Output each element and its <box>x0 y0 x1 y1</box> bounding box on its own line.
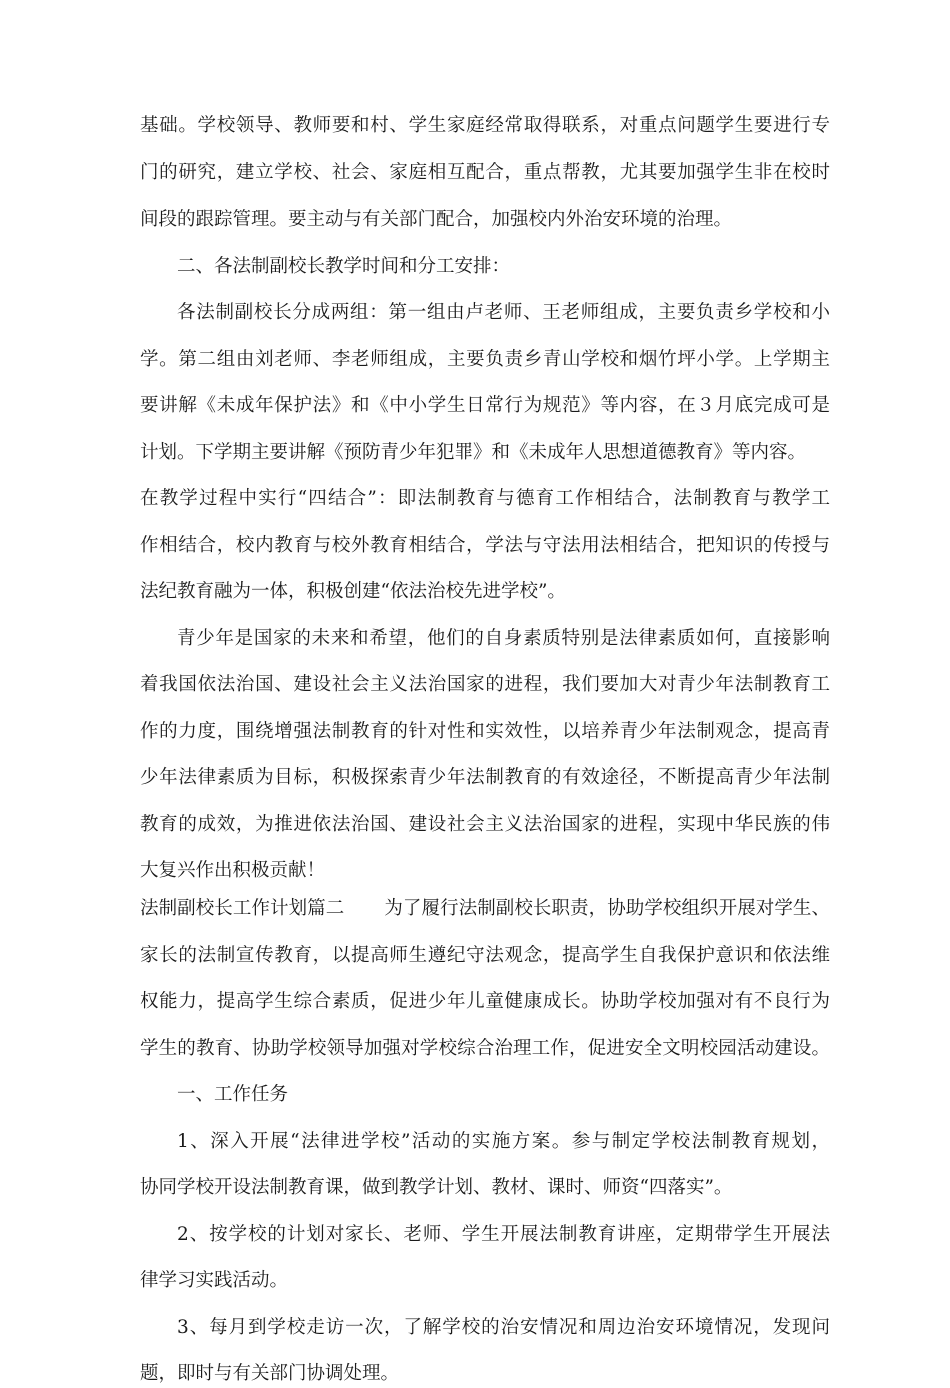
text-line: 律学习实践活动。 <box>140 1270 289 1291</box>
text-line: 协同学校开设法制教育课，做到教学计划、教材、课时、师资“四落实”。 <box>140 1177 733 1198</box>
text-line: 间段的跟踪管理。要主动与有关部门配合，加强校内外治安环境的治理。 <box>140 209 733 230</box>
text-line: 学生的教育、协助学校领导加强对学校综合治理工作，促进安全文明校园活动建设。 <box>140 1038 830 1059</box>
text-line: 各法制副校长分成两组：第一组由卢老师、王老师组成，主要负责乡学校和小 <box>177 302 830 323</box>
text-line: 3、每月到学校走访一次，了解学校的治安情况和周边治安环境情况，发现问 <box>177 1317 830 1338</box>
article-title: 法制副校长工作计划篇二 <box>140 898 345 919</box>
section-heading: 一、工作任务 <box>177 1084 289 1105</box>
text-line: 门的研究，建立学校、社会、家庭相互配合，重点帮教，尤其要加强学生非在校时 <box>140 162 830 183</box>
text-line: 要讲解《未成年保护法》和《中小学生日常行为规范》等内容，在３月底完成可是 <box>140 395 830 416</box>
text-line: 计划。下学期主要讲解《预防青少年犯罪》和《未成年人思想道德教育》等内容。 <box>140 442 807 463</box>
text-line: 基础。学校领导、教师要和村、学生家庭经常取得联系，对重点问题学生要进行专 <box>140 115 830 136</box>
text-line: 着我国依法治国、建设社会主义法治国家的进程，我们要加大对青少年法制教育工 <box>140 674 830 695</box>
text-line: 在教学过程中实行“四结合”：即法制教育与德育工作相结合，法制教育与教学工 <box>140 488 830 509</box>
text-line: 1、深入开展“法律进学校”活动的实施方案。参与制定学校法制教育规划， <box>177 1131 830 1152</box>
text-line: 题，即时与有关部门协调处理。 <box>140 1363 400 1384</box>
text-line: 青少年是国家的未来和希望，他们的自身素质特别是法律素质如何，直接影响 <box>177 628 830 649</box>
article-title-line <box>140 895 830 923</box>
text-line: 法纪教育融为一体，积极创建“依法治校先进学校”。 <box>140 581 566 602</box>
text-line: 作相结合，校内教育与校外教育相结合，学法与守法用法相结合，把知识的传授与 <box>140 535 830 556</box>
text-line: 作的力度，围绕增强法制教育的针对性和实效性，以培养青少年法制观念，提高青 <box>140 721 830 742</box>
text-line: 学。第二组由刘老师、李老师组成，主要负责乡青山学校和烟竹坪小学。上学期主 <box>140 349 830 370</box>
text-line: 2、按学校的计划对家长、老师、学生开展法制教育讲座，定期带学生开展法 <box>177 1224 830 1245</box>
text-line: 家长的法制宣传教育，以提高师生遵纪守法观念，提高学生自我保护意识和依法维 <box>140 945 830 966</box>
text-line: 大复兴作出积极贡献！ <box>140 860 326 881</box>
section-heading: 二、各法制副校长教学时间和分工安排： <box>177 256 511 277</box>
text-line: 教育的成效，为推进依法治国、建设社会主义法治国家的进程，实现中华民族的伟 <box>140 814 830 835</box>
text-line: 权能力，提高学生综合素质，促进少年儿童健康成长。协助学校加强对有不良行为 <box>140 991 830 1012</box>
text-line: 为了履行法制副校长职责，协助学校组织开展对学生、 <box>384 898 830 919</box>
text-line: 少年法律素质为目标，积极探索青少年法制教育的有效途径，不断提高青少年法制 <box>140 767 830 788</box>
